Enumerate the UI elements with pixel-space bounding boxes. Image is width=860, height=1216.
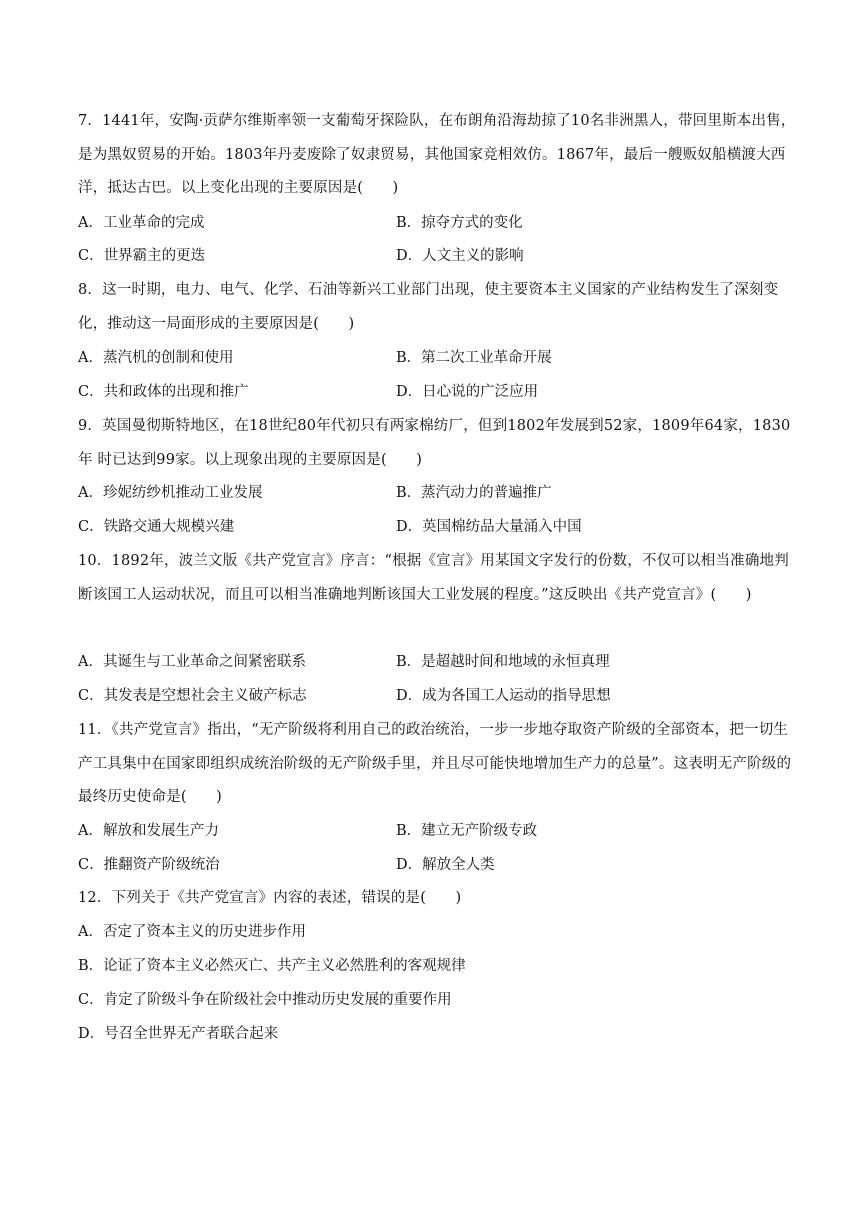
- question-10-stem: 10．1892年，波兰文版《共产党宣言》序言：“根据《宣言》用某国文字发行的份数，不仅可以相当准确地判断该国工人运动状况，而且可以相当准确地判断该国大工业发展的程度。”这反映出《共产党宣言》( ): [78, 553, 789, 603]
- question-12-option-a: A．否定了资本主义的历史进步作用: [78, 924, 306, 940]
- question-8-option-b: B．第二次工业革命开展: [396, 350, 552, 366]
- question-8-option-c: C．共和政体的出现和推广: [78, 384, 249, 400]
- question-9-option-b: B．蒸汽动力的普遍推广: [396, 485, 552, 501]
- question-7-stem: 7．1441年，安陶·贡萨尔维斯率领一支葡萄牙探险队，在布朗角沿海劫掠了10名非洲黑人，带回里斯本出售，是为黑奴贸易的开始。1803年丹麦废除了奴隶贸易，其他国家竞相效仿。1867年，最后一艘贩奴船横渡大西洋，抵达古巴。以上变化出现的主要原因是( ): [78, 113, 796, 196]
- question-11-option-c: C．推翻资产阶级统治: [78, 857, 220, 873]
- question-11-stem: 11．《共产党宣言》指出，“无产阶级将利用自己的政治统治，一步一步地夺取资产阶级的全部资本，把一切生产工具集中在国家即组织成统治阶级的无产阶级手里，并且尽可能快地增加生产力的总量”。这表明无产阶级的最终历史使命是( ): [78, 722, 792, 805]
- question-10-option-d: D．成为各国工人运动的指导思想: [396, 688, 611, 704]
- question-12-stem: 12．下列关于《共产党宣言》内容的表述，错误的是( ): [78, 890, 462, 906]
- question-10-option-b: B．是超越时间和地域的永恒真理: [396, 654, 610, 670]
- question-8-option-a: A．蒸汽机的创制和使用: [78, 350, 234, 366]
- question-9-option-d: D．英国棉纺品大量涌入中国: [396, 519, 582, 535]
- question-9-stem: 9．英国曼彻斯特地区，在18世纪80年代初只有两家棉纺厂，但到1802年发展到52家，1809年64家，1830年 时已达到99家。以上现象出现的主要原因是( ): [78, 418, 791, 468]
- question-8-option-d: D．日心说的广泛应用: [396, 384, 539, 400]
- question-11-option-a: A．解放和发展生产力: [78, 823, 219, 839]
- question-9-option-a: A．珍妮纺纱机推动工业发展: [78, 485, 263, 501]
- question-7-option-c: C．世界霸主的更迭: [78, 248, 206, 264]
- question-12-option-d: D．号召全世界无产者联合起来: [78, 1026, 279, 1042]
- question-12-option-c: C．肯定了阶级斗争在阶级社会中推动历史发展的重要作用: [78, 992, 452, 1008]
- question-9-option-c: C．铁路交通大规模兴建: [78, 519, 235, 535]
- question-11-option-b: B．建立无产阶级专政: [396, 823, 538, 839]
- question-7-option-b: B．掠夺方式的变化: [396, 215, 523, 231]
- question-10-option-a: A．其诞生与工业革命之间紧密联系: [78, 654, 306, 670]
- question-7-option-a: A．工业革命的完成: [78, 215, 205, 231]
- question-12-option-b: B．论证了资本主义必然灭亡、共产主义必然胜利的客观规律: [78, 958, 466, 974]
- question-7-option-d: D．人文主义的影响: [396, 248, 524, 264]
- question-11-option-d: D．解放全人类: [396, 857, 495, 873]
- question-10-option-c: C．其发表是空想社会主义破产标志: [78, 688, 307, 704]
- question-8-stem: 8．这一时期，电力、电气、化学、石油等新兴工业部门出现，使主要资本主义国家的产业结构发生了深刻变化，推动这一局面形成的主要原因是( ): [78, 282, 779, 332]
